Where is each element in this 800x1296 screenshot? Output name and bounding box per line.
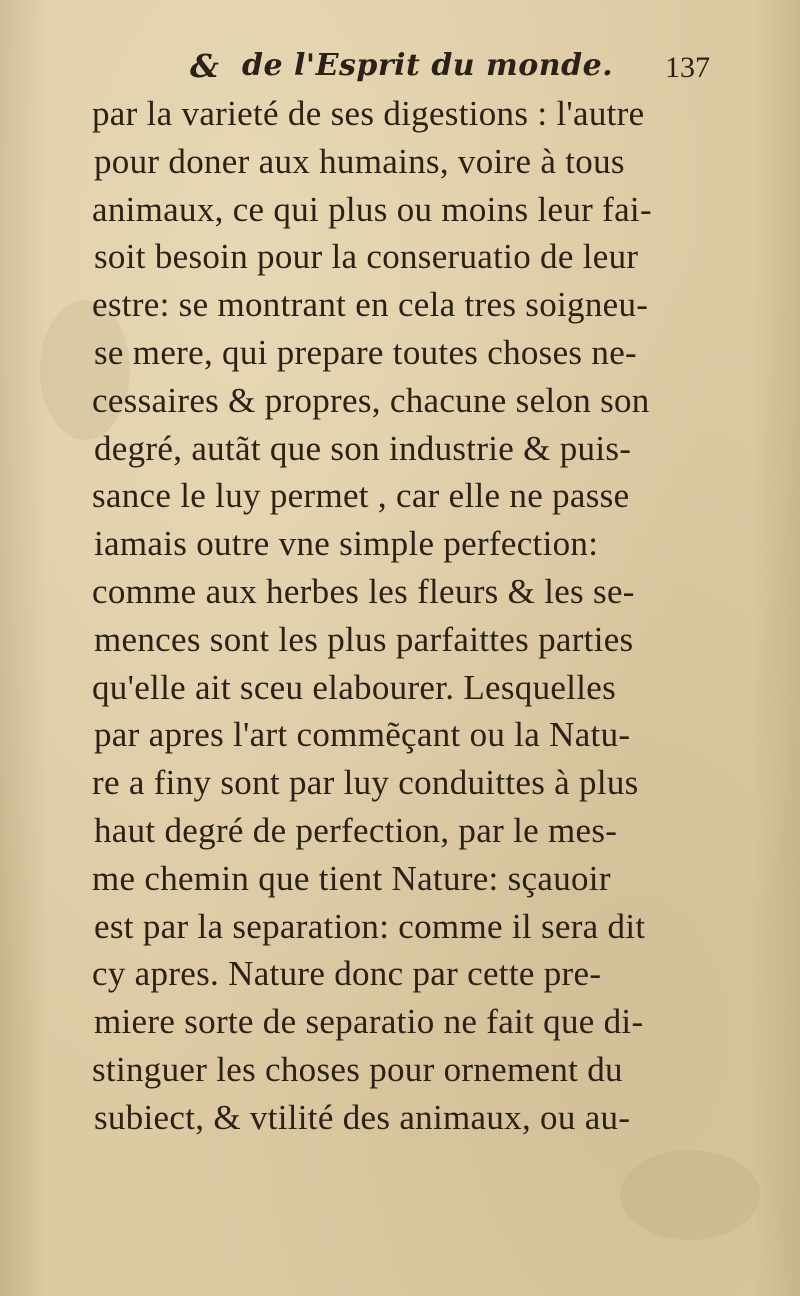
text-line: cy apres. Nature donc par cette pre-	[92, 954, 602, 994]
paper-stain	[620, 1150, 760, 1240]
text-line: iamais outre vne simple perfection:	[94, 524, 599, 564]
text-line: par apres l'art commẽçant ou la Natu-	[94, 715, 631, 755]
text-line: re a finy sont par luy conduittes à plus	[92, 763, 639, 803]
text-line: soit besoin pour la conseruatio de leur	[94, 237, 639, 277]
text-line: comme aux herbes les fleurs & les se-	[92, 571, 635, 611]
text-line: est par la separation: comme il sera dit	[94, 906, 646, 946]
text-line: haut degré de perfection, par le mes-	[94, 810, 618, 850]
text-line: subiect, & vtilité des animaux, ou au-	[94, 1097, 631, 1137]
text-line: se mere, qui prepare toutes choses ne-	[94, 332, 637, 372]
text-line: mences sont les plus parfaittes parties	[94, 619, 634, 659]
text-line: par la varieté de ses digestions : l'autre	[92, 94, 645, 133]
text-line: degré, autãt que son industrie & puis-	[94, 428, 632, 468]
body-text	[92, 90, 722, 1142]
text-line: miere sorte de separatio ne fait que di-	[94, 1002, 644, 1042]
header-title: de l'Esprit du monde.	[242, 48, 614, 83]
text-line: animaux, ce qui plus ou moins leur fai-	[92, 189, 652, 229]
text-line: estre: se montrant en cela tres soigneu-	[92, 285, 649, 325]
page-number: 137	[665, 51, 710, 84]
text-line: me chemin que tient Nature: sçauoir	[92, 858, 611, 898]
running-header	[190, 40, 710, 90]
text-line: qu'elle ait sceu elabourer. Lesquelles	[92, 667, 617, 707]
text-line: cessaires & propres, chacune selon son	[92, 380, 650, 420]
text-line: sance le luy permet , car elle ne passe	[92, 476, 630, 516]
header-ornament: &	[190, 47, 219, 85]
text-line: pour doner aux humains, voire à tous	[94, 141, 625, 181]
text-line: stinguer les choses pour ornement du	[92, 1049, 623, 1089]
